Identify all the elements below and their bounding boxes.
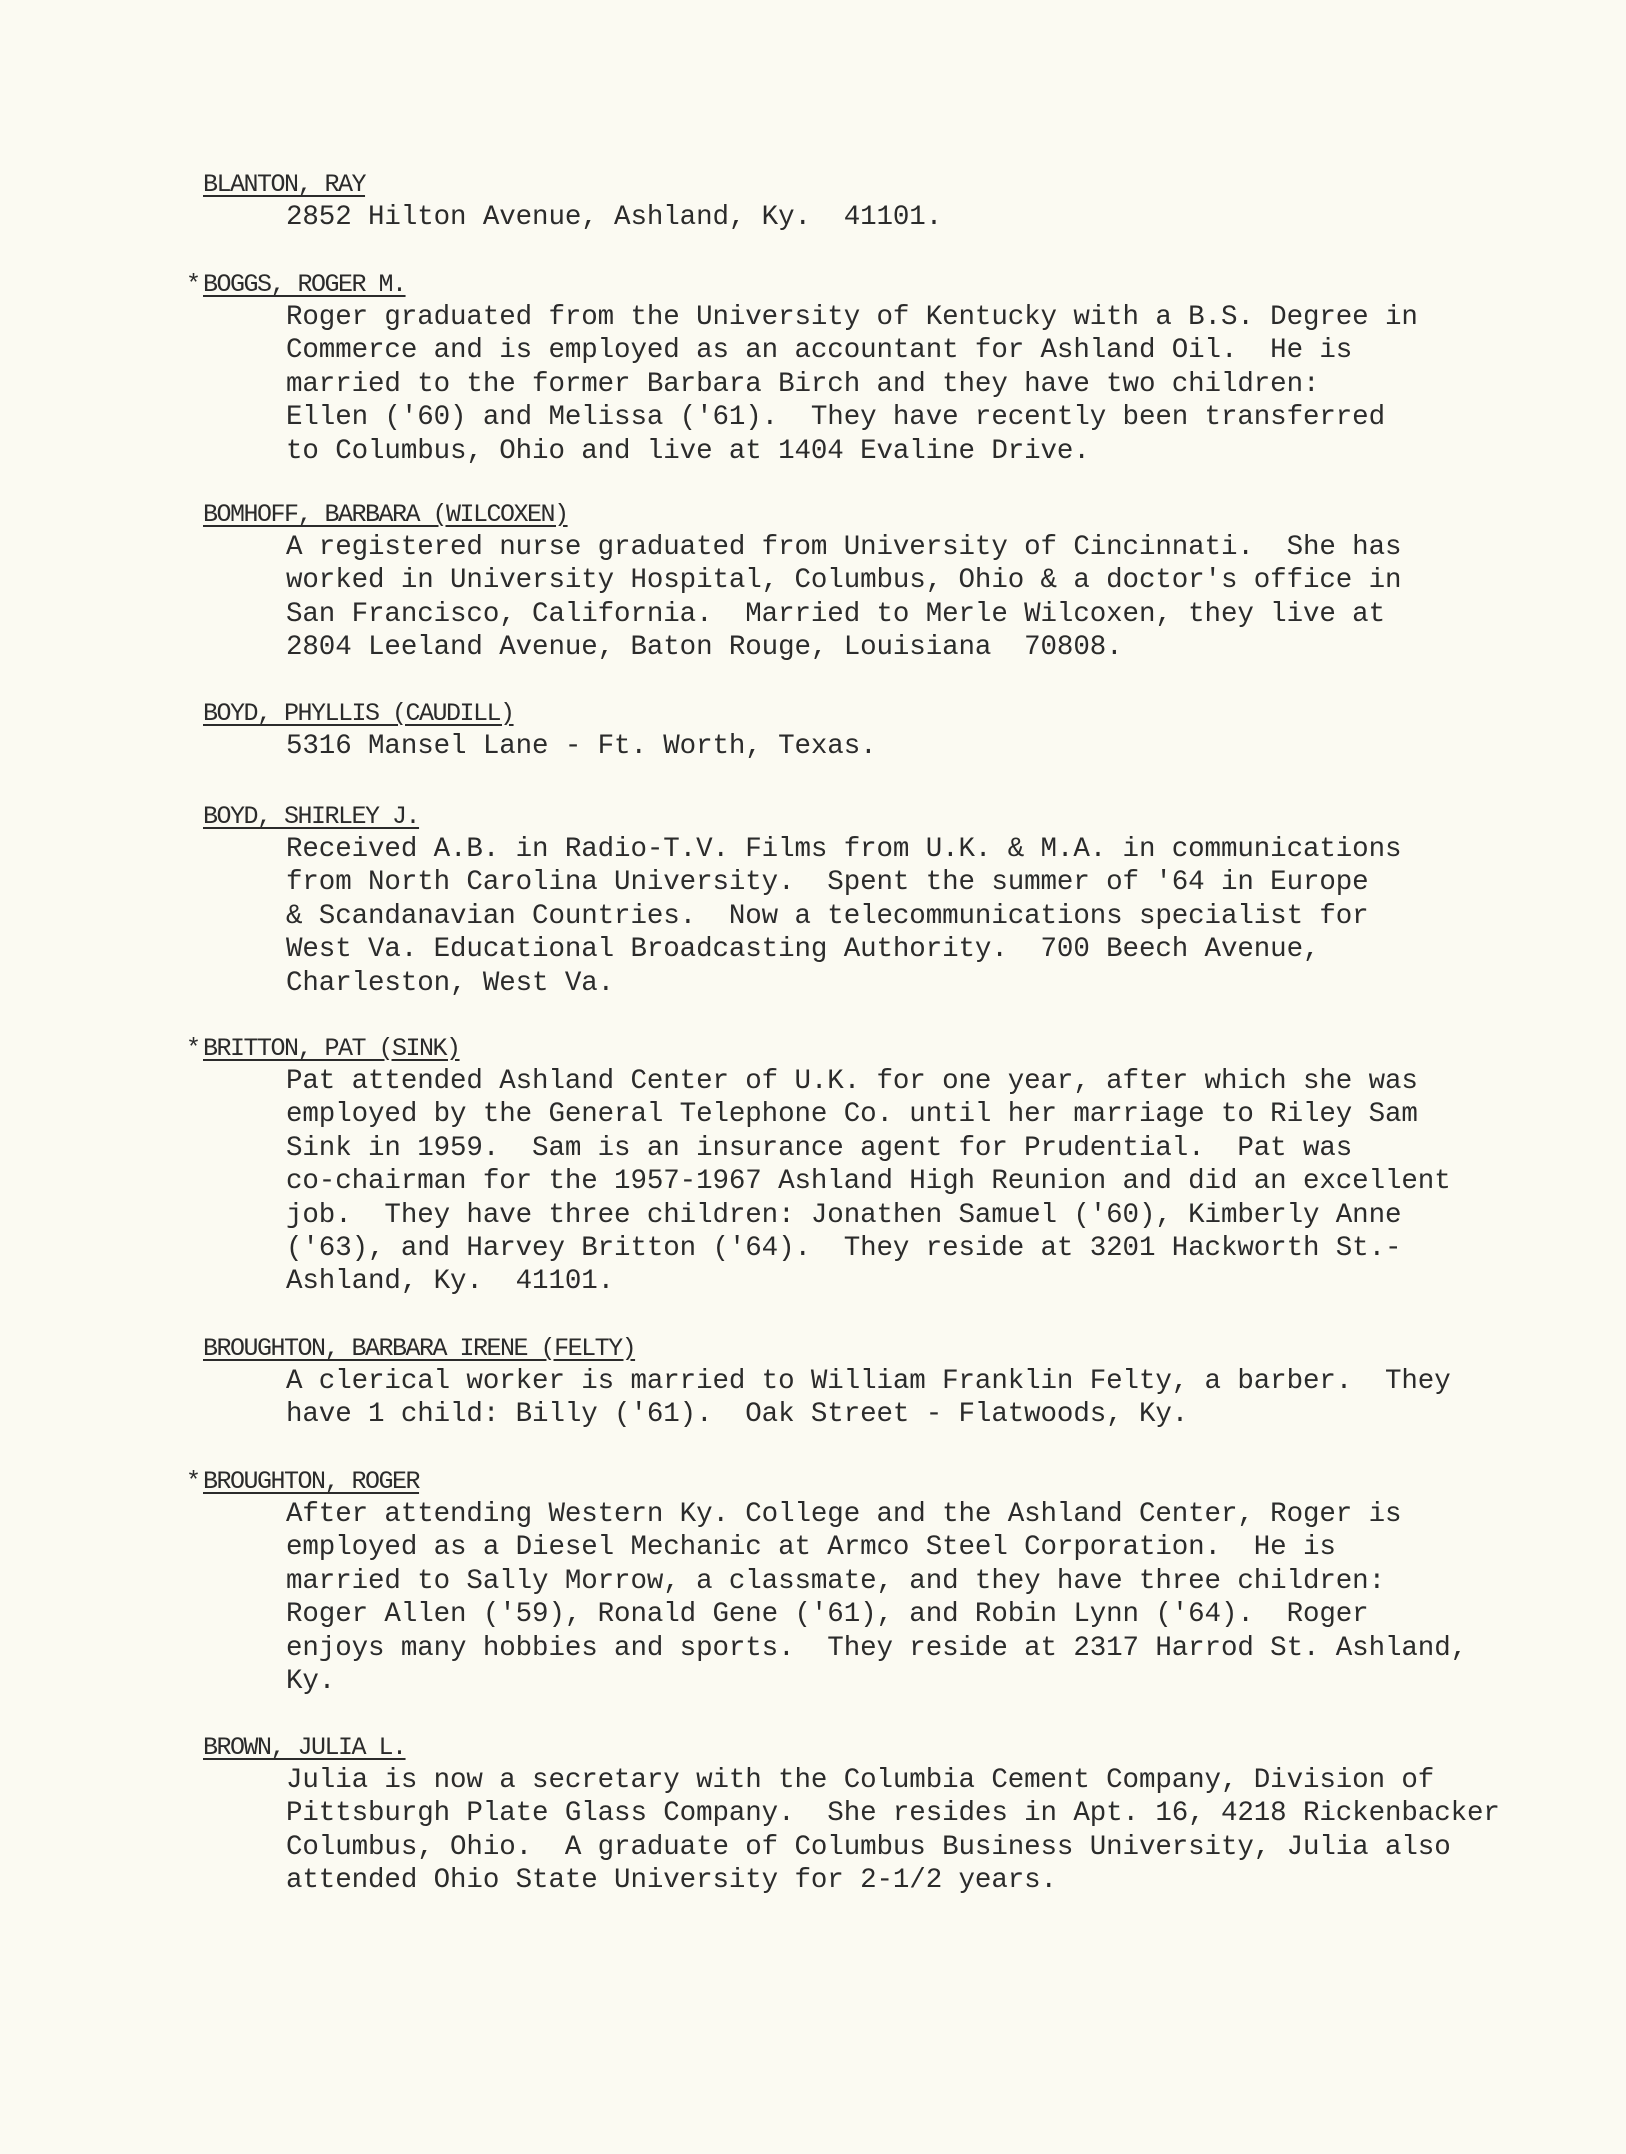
entry-heading: [186, 1465, 1583, 1498]
entry-heading: [203, 1731, 1583, 1764]
entry-heading: [203, 697, 1583, 730]
entry-text-line: Sink in 1959. Sam is an insurance agent for Prudential. Pat was: [286, 1132, 1353, 1164]
entry-body: [286, 730, 1583, 763]
entry-text-line: ('63), and Harvey Britton ('64). They reside at 3201 Hackworth St.-: [286, 1233, 1402, 1265]
entry-text-line: Received A.B. in Radio-T.V. Films from U.K. & M.A. in communications: [286, 834, 1402, 865]
entry-text-line: Pat attended Ashland Center of U.K. for one year, after which she was: [286, 1066, 1418, 1097]
entry-text-line: A clerical worker is married to William Franklin Felty, a barber. They: [286, 1366, 1451, 1397]
entry-body: [286, 201, 1583, 234]
entry-text-line: West Va. Educational Broadcasting Authority. 700 Beech Avenue,: [286, 934, 1320, 966]
asterisk-marker: *: [186, 1034, 200, 1063]
entry-name: BRITTON, PAT (SINK): [203, 1034, 460, 1063]
entry-body: [286, 833, 1583, 1000]
entry-text-line: Commerce and is employed as an accountant for Ashland Oil. He is: [286, 335, 1353, 367]
entry-text-line: enjoys many hobbies and sports. They reside at 2317 Harrod St. Ashland,: [286, 1632, 1467, 1664]
entry-heading: [203, 168, 1583, 201]
entry-name: BROUGHTON, ROGER: [203, 1467, 420, 1496]
entry-name: BOGGS, ROGER M.: [203, 270, 406, 299]
directory-entry: [186, 268, 1583, 468]
entry-text-line: married to Sally Morrow, a classmate, and they have three children:: [286, 1565, 1385, 1597]
entry-text-line: Roger Allen ('59), Ronald Gene ('61), and Robin Lynn ('64). Roger: [286, 1599, 1369, 1631]
entry-text-line: married to the former Barbara Birch and they have two children:: [286, 368, 1320, 400]
entry-heading: [203, 800, 1583, 833]
directory-entry: [186, 1032, 1583, 1299]
entry-text-line: from North Carolina University. Spent the summer of '64 in Europe: [286, 867, 1369, 899]
entry-body: [286, 1764, 1583, 1898]
entry-text-line: job. They have three children: Jonathen Samuel ('60), Kimberly Anne: [286, 1199, 1402, 1231]
entry-name: BROWN, JULIA L.: [203, 1733, 406, 1762]
directory-entry: [203, 697, 1583, 763]
entry-name: BROUGHTON, BARBARA IRENE (FELTY): [203, 1334, 636, 1363]
directory-entry: [203, 1731, 1583, 1898]
directory-entry: [203, 1332, 1583, 1432]
entry-text-line: Charleston, West Va.: [286, 967, 615, 999]
entry-text-line: 5316 Mansel Lane - Ft. Worth, Texas.: [286, 731, 877, 762]
entry-text-line: have 1 child: Billy ('61). Oak Street - Flatwoods, Ky.: [286, 1399, 1189, 1431]
entry-body: [286, 1065, 1583, 1299]
entry-text-line: attended Ohio State University for 2-1/2 years.: [286, 1865, 1057, 1897]
entry-body: [286, 1498, 1583, 1698]
entry-heading: [203, 1332, 1583, 1365]
entry-name: BOYD, SHIRLEY J.: [203, 802, 420, 831]
entry-text-line: & Scandanavian Countries. Now a telecommunications specialist for: [286, 900, 1369, 932]
entry-heading: [203, 498, 1583, 531]
entry-text-line: Columbus, Ohio. A graduate of Columbus Business University, Julia also: [286, 1831, 1451, 1863]
entry-heading: [186, 268, 1583, 301]
asterisk-marker: *: [186, 270, 200, 299]
directory-entry: [186, 1465, 1583, 1698]
entry-text-line: 2804 Leeland Avenue, Baton Rouge, Louisiana 70808.: [286, 632, 1123, 664]
entry-name: BLANTON, RAY: [203, 170, 366, 199]
entry-body: [286, 301, 1583, 468]
asterisk-marker: *: [186, 1467, 200, 1496]
entry-text-line: to Columbus, Ohio and live at 1404 Evaline Drive.: [286, 435, 1090, 467]
entry-text-line: employed by the General Telephone Co. until her marriage to Riley Sam: [286, 1099, 1418, 1131]
directory-entry: [203, 800, 1583, 1000]
entry-text-line: San Francisco, California. Married to Merle Wilcoxen, they live at: [286, 598, 1385, 630]
entry-text-line: Ky.: [286, 1666, 336, 1698]
entry-name: BOYD, PHYLLIS (CAUDILL): [203, 699, 514, 728]
entry-text-line: Ashland, Ky. 41101.: [286, 1266, 615, 1298]
entry-text-line: Ellen ('60) and Melissa ('61). They have recently been transferred: [286, 402, 1385, 434]
entry-body: [286, 531, 1583, 665]
directory-entry: [203, 498, 1583, 665]
entry-text-line: After attending Western Ky. College and the Ashland Center, Roger is: [286, 1499, 1402, 1530]
entry-name: BOMHOFF, BARBARA (WILCOXEN): [203, 500, 568, 529]
entry-text-line: co-chairman for the 1957-1967 Ashland High Reunion and did an excellent: [286, 1166, 1451, 1198]
entry-text-line: Pittsburgh Plate Glass Company. She resides in Apt. 16, 4218 Rickenbacker: [286, 1798, 1500, 1830]
entry-text-line: A registered nurse graduated from University of Cincinnati. She has: [286, 532, 1402, 563]
entry-text-line: employed as a Diesel Mechanic at Armco Steel Corporation. He is: [286, 1532, 1336, 1564]
entry-text-line: 2852 Hilton Avenue, Ashland, Ky. 41101.: [286, 202, 943, 233]
entry-text-line: Julia is now a secretary with the Columbia Cement Company, Division of: [286, 1765, 1435, 1796]
entry-text-line: Roger graduated from the University of Kentucky with a B.S. Degree in: [286, 302, 1418, 333]
entry-text-line: worked in University Hospital, Columbus, Ohio & a doctor's office in: [286, 565, 1402, 597]
entry-heading: [186, 1032, 1583, 1065]
directory-entry: [203, 168, 1583, 234]
entry-body: [286, 1365, 1583, 1432]
